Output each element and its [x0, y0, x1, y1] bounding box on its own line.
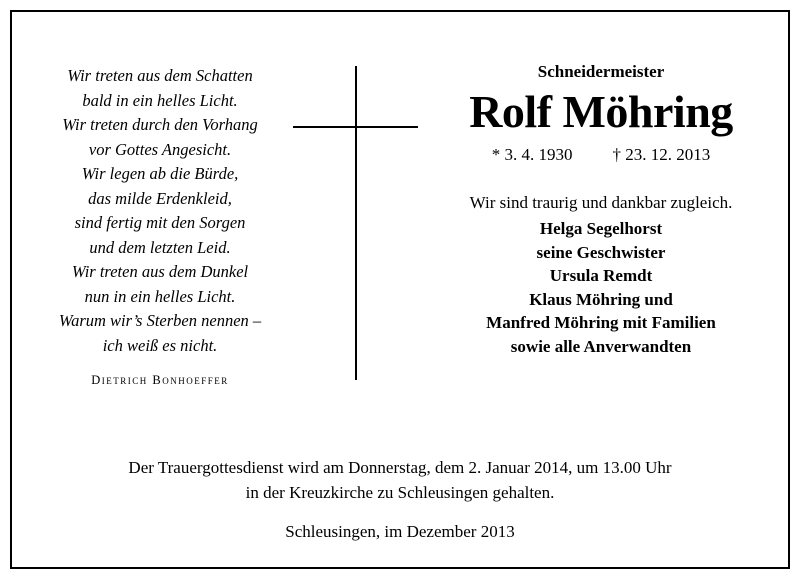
service-line: in der Kreuzkirche zu Schleusingen gehalten.: [245, 483, 555, 502]
death-date: † 23. 12. 2013: [612, 145, 711, 164]
place-and-date: Schleusingen, im Dezember 2013: [285, 522, 515, 541]
poem: [20, 64, 300, 393]
cross-vertical-bar: [355, 66, 357, 380]
mourner: Helga Segelhorst: [539, 219, 663, 238]
mourner: Ursula Remdt: [549, 266, 653, 285]
poem-author: Dietrich Bonhoeffer: [91, 373, 229, 387]
mourner: seine Geschwister: [536, 242, 666, 262]
poem-line: nun in ein helles Licht.: [84, 286, 236, 306]
poem-line: Warum wir’s Sterben nennen –: [58, 311, 262, 330]
poem-line: vor Gottes Angesicht.: [88, 139, 232, 159]
poem-line: Wir legen ab die Bürde,: [81, 164, 239, 183]
poem-line: Wir treten aus dem Schatten: [67, 66, 253, 85]
cross-horizontal-bar: [293, 126, 418, 128]
poem-line: sind fertig mit den Sorgen: [74, 213, 246, 232]
service-line: Der Trauergottesdienst wird am Donnerstag, dem 2. Januar 2014, um 13.00 Uhr: [128, 458, 672, 477]
mourner: Manfred Möhring mit Familien: [486, 313, 716, 332]
poem-line: bald in ein helles Licht.: [82, 90, 238, 110]
service-announcement: [20, 455, 780, 505]
mourners-list: [440, 217, 762, 358]
poem-line: und dem letzten Leid.: [89, 237, 231, 257]
life-dates: [440, 144, 762, 166]
condolence-text: Wir sind traurig und dankbar zugleich.: [469, 193, 733, 212]
mourner: sowie alle Anverwandten: [510, 336, 692, 356]
poem-line: ich weiß es nicht.: [102, 335, 218, 355]
deceased-name: Rolf Möhring: [469, 86, 733, 137]
birth-date: * 3. 4. 1930: [491, 145, 573, 164]
deceased-block: [440, 60, 762, 358]
mourner: Klaus Möhring und: [529, 289, 673, 309]
profession: Schneidermeister: [537, 62, 665, 81]
poem-line: Wir treten durch den Vorhang: [62, 115, 258, 134]
poem-line: das milde Erdenkleid,: [88, 188, 232, 208]
poem-line: Wir treten aus dem Dunkel: [71, 262, 249, 281]
